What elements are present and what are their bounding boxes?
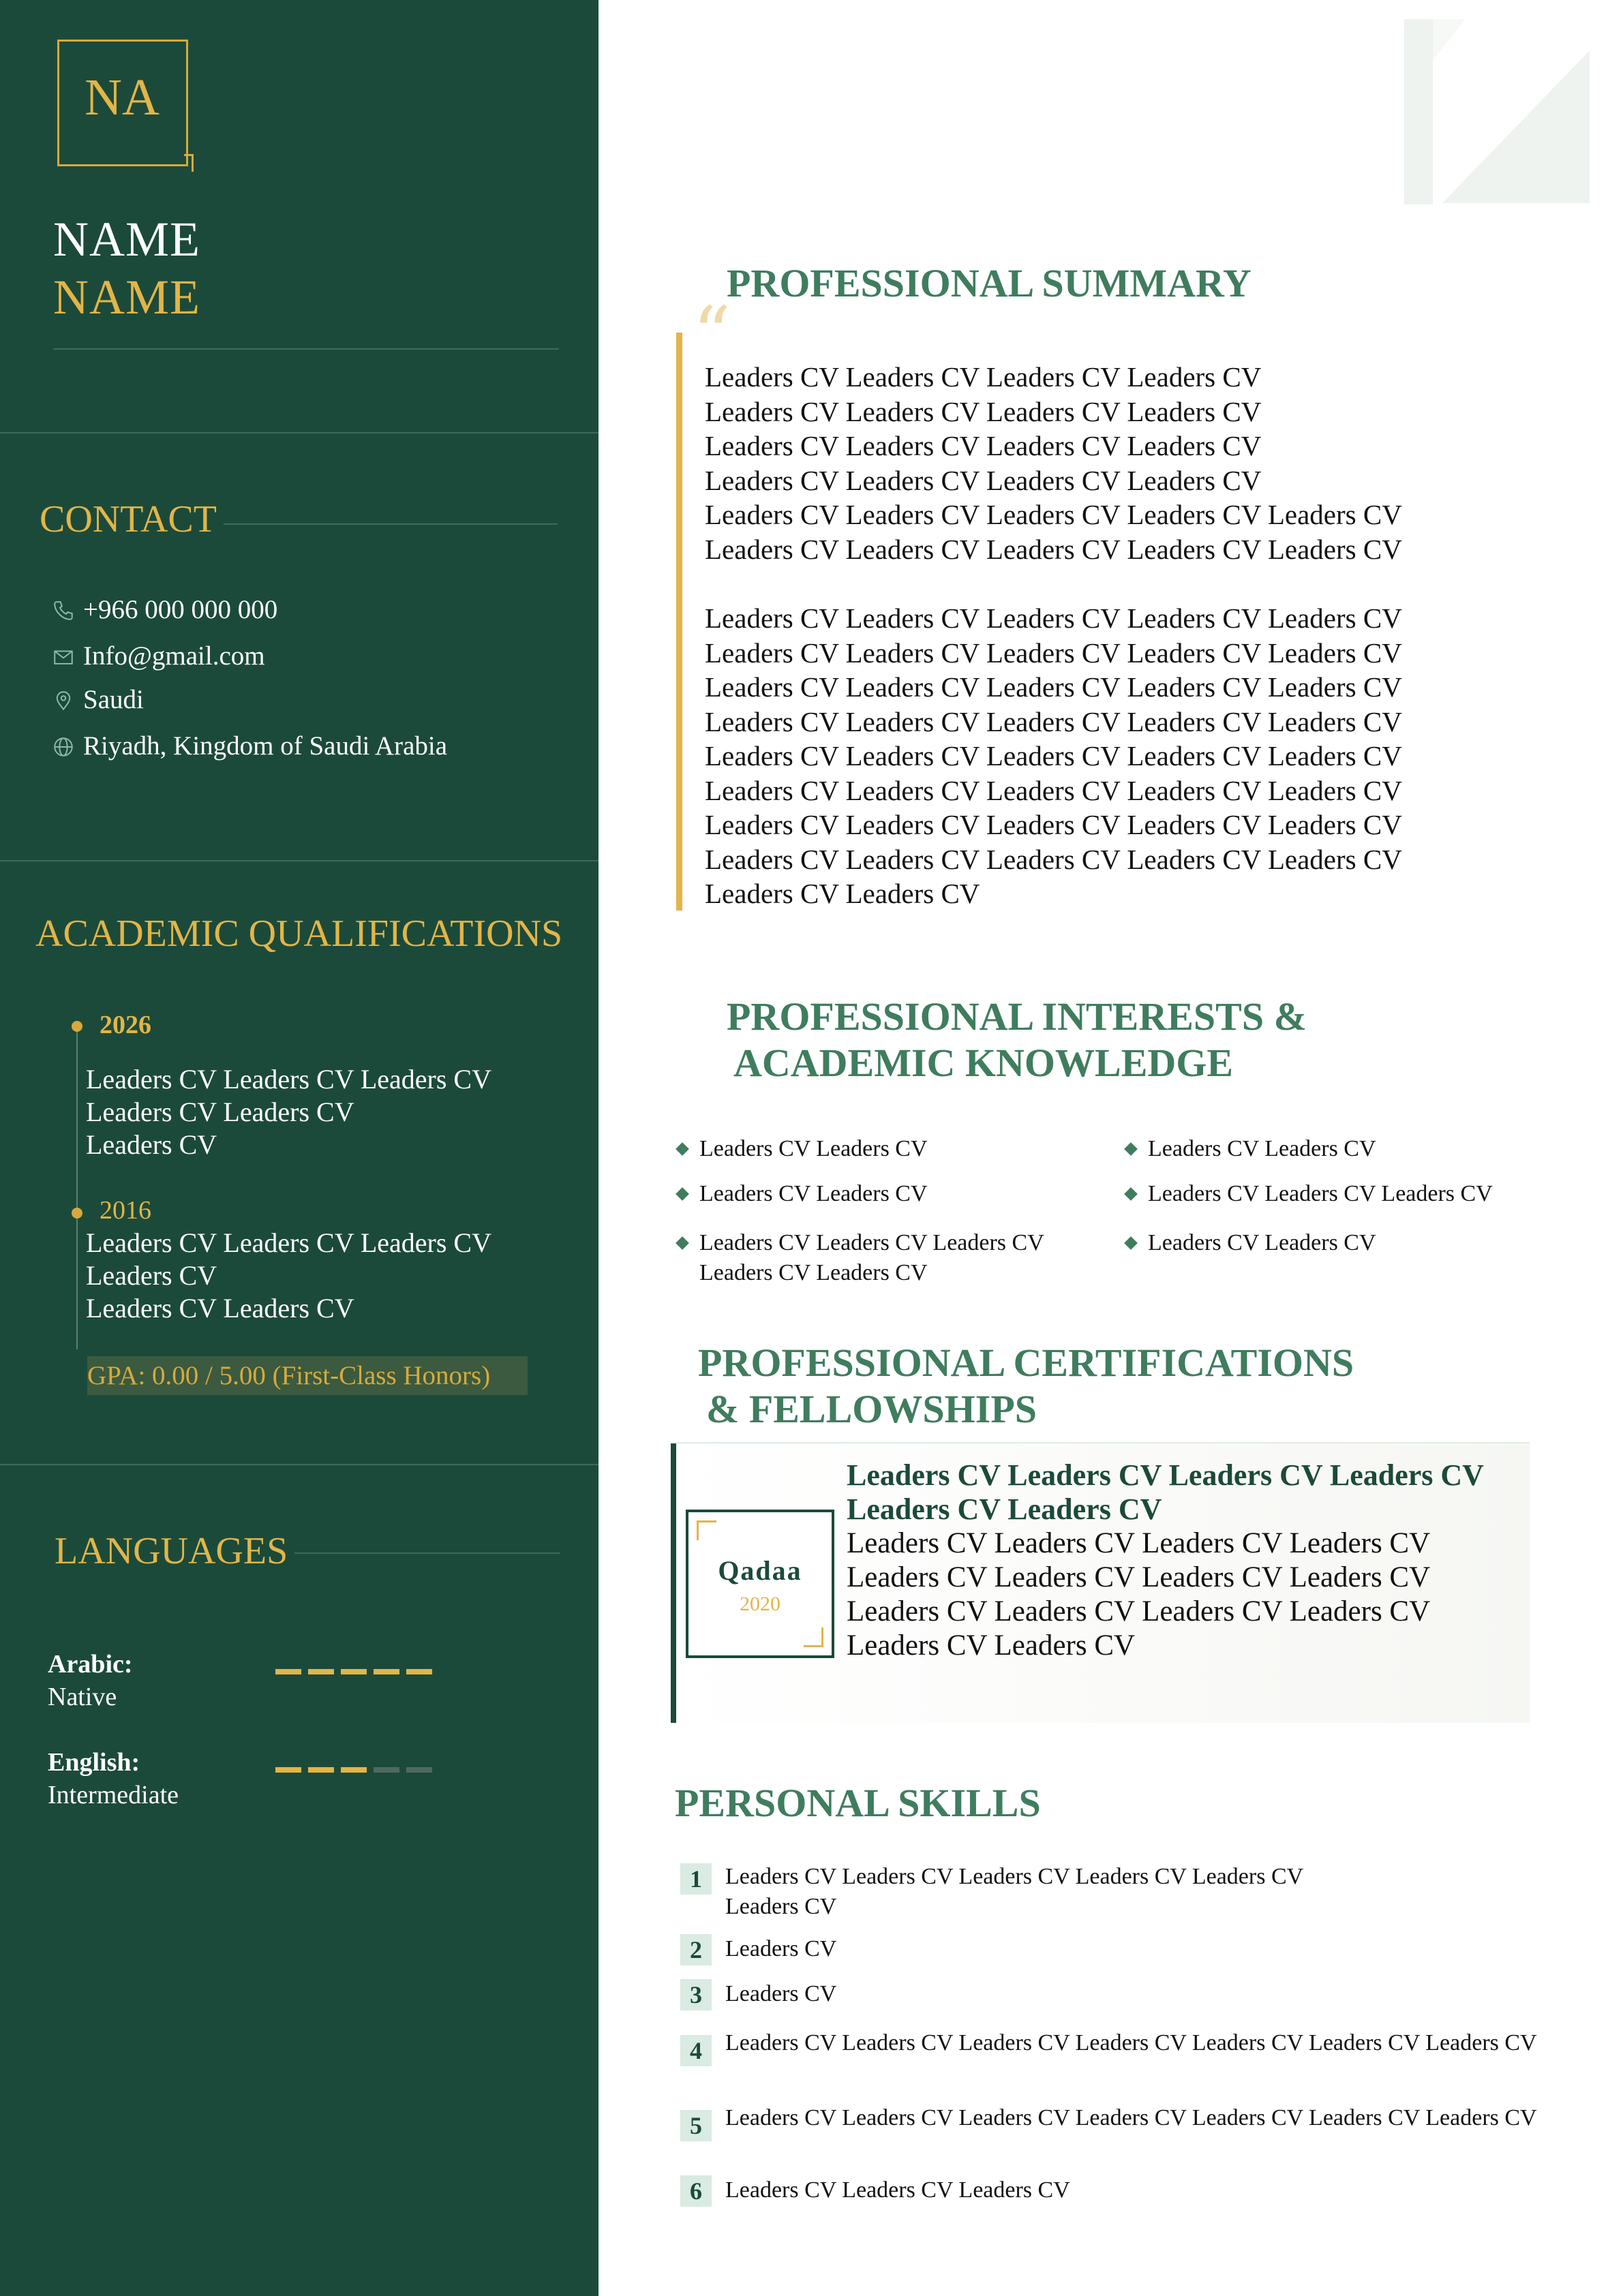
address-text: Riyadh, Kingdom of Saudi Arabia bbox=[83, 731, 448, 761]
skill-item bbox=[680, 1862, 1339, 1922]
academic-title: ACADEMIC QUALIFICATIONS bbox=[35, 913, 563, 955]
summary-line: Leaders CV Leaders CV Leaders CV Leaders CV Leaders CV bbox=[705, 809, 1402, 840]
monogram-corner bbox=[192, 154, 194, 172]
certifications-title: PROFESSIONAL CERTIFICATIONS bbox=[698, 1341, 1354, 1385]
languages-title: LANGUAGES bbox=[55, 1530, 288, 1572]
skill-number: 5 bbox=[680, 2110, 712, 2141]
language-level-dash bbox=[374, 1669, 399, 1674]
academic-line: Leaders CV bbox=[86, 1260, 217, 1291]
skill-text: Leaders CV Leaders CV Leaders CV bbox=[725, 2177, 1070, 2203]
academic-line: Leaders CV Leaders CV Leaders CV bbox=[86, 1064, 491, 1095]
summary-line: Leaders CV Leaders CV bbox=[705, 878, 980, 909]
skill-item bbox=[680, 2103, 1605, 2141]
timeline-dot bbox=[72, 1021, 82, 1032]
academic-entry bbox=[86, 1227, 491, 1325]
quote-icon: “ bbox=[693, 290, 731, 378]
certification-title: Leaders CV Leaders CV Leaders CV Leaders CV Leaders CV Leaders CV bbox=[847, 1458, 1484, 1526]
academic-year: 2016 bbox=[100, 1196, 151, 1225]
summary-line: Leaders CV Leaders CV Leaders CV Leaders CV Leaders CV bbox=[705, 705, 1402, 737]
interest-item: Leaders CV Leaders CV bbox=[1126, 1134, 1376, 1164]
contact-title: CONTACT bbox=[40, 498, 217, 540]
summary-paragraph bbox=[705, 601, 1502, 911]
summary-line: Leaders CV Leaders CV Leaders CV Leaders CV bbox=[705, 361, 1262, 393]
academic-line: Leaders CV Leaders CV Leaders CV bbox=[86, 1227, 491, 1258]
language-level-dash bbox=[406, 1767, 432, 1773]
diamond-bullet-icon bbox=[1124, 1142, 1138, 1156]
language-level-dash bbox=[308, 1669, 334, 1674]
gpa-badge: GPA: 0.00 / 5.00 (First-Class Honors) bbox=[87, 1356, 528, 1395]
timeline-dot bbox=[72, 1208, 82, 1219]
skill-text: Leaders CV bbox=[725, 1981, 837, 2006]
academic-year: 2026 bbox=[100, 1011, 151, 1039]
language-name: Arabic: bbox=[48, 1650, 133, 1679]
certification-body: Leaders CV Leaders CV Leaders CV Leaders CV Leaders CV Leaders CV Leaders CV Leaders CV Leaders CV Leaders CV Leaders CV Leaders CV Leaders CV Leaders CV bbox=[847, 1527, 1430, 1662]
language-level-dash bbox=[308, 1767, 334, 1773]
last-name: NAME bbox=[53, 270, 200, 324]
timeline-line bbox=[76, 1213, 78, 1349]
skill-text: Leaders CV Leaders CV Leaders CV Leaders CV Leaders CV Leaders CV Leaders CV bbox=[725, 2105, 1537, 2130]
diamond-bullet-icon bbox=[676, 1142, 689, 1156]
certification-accent-bar bbox=[671, 1443, 676, 1723]
skill-number: 6 bbox=[680, 2175, 712, 2207]
summary-line: Leaders CV Leaders CV Leaders CV Leaders CV Leaders CV bbox=[705, 602, 1402, 634]
interests-title: ACADEMIC KNOWLEDGE bbox=[733, 1041, 1234, 1085]
interest-item: Leaders CV Leaders CV Leaders CV bbox=[1126, 1179, 1493, 1209]
language-level-dash bbox=[341, 1669, 367, 1674]
badge-corner bbox=[804, 1627, 823, 1647]
country-text: Saudi bbox=[83, 685, 144, 714]
skills-title: PERSONAL SKILLS bbox=[675, 1781, 1041, 1825]
email-text: Info@gmail.com bbox=[83, 641, 265, 671]
divider bbox=[0, 860, 598, 861]
divider bbox=[0, 432, 598, 433]
decorative-shape bbox=[1404, 19, 1595, 204]
interest-item: Leaders CV Leaders CV bbox=[1126, 1228, 1376, 1258]
summary-title: PROFESSIONAL SUMMARY bbox=[727, 261, 1252, 305]
certifications-title: & FELLOWSHIPS bbox=[706, 1387, 1037, 1431]
diamond-bullet-icon bbox=[1124, 1187, 1138, 1201]
globe-icon bbox=[52, 735, 75, 758]
summary-line: Leaders CV Leaders CV Leaders CV Leaders CV Leaders CV bbox=[705, 740, 1402, 771]
skill-text: Leaders CV bbox=[725, 1936, 837, 1961]
language-level-dash bbox=[275, 1767, 301, 1773]
divider bbox=[0, 1464, 598, 1465]
phone-text: +966 000 000 000 bbox=[83, 595, 278, 624]
summary-line: Leaders CV Leaders CV Leaders CV Leaders CV bbox=[705, 464, 1262, 496]
language-level-dash bbox=[374, 1767, 399, 1773]
skill-number: 3 bbox=[680, 1979, 712, 2010]
interests-title: PROFESSIONAL INTERESTS & bbox=[727, 994, 1307, 1039]
diamond-bullet-icon bbox=[676, 1236, 689, 1250]
phone-icon bbox=[52, 598, 75, 622]
language-level-dash bbox=[341, 1767, 367, 1773]
academic-line: Leaders CV Leaders CV bbox=[86, 1097, 354, 1127]
summary-line: Leaders CV Leaders CV Leaders CV Leaders CV Leaders CV bbox=[705, 774, 1402, 806]
language-level-dash bbox=[275, 1669, 301, 1674]
language-level-dash bbox=[406, 1669, 432, 1674]
summary-line: Leaders CV Leaders CV Leaders CV Leaders CV bbox=[705, 395, 1262, 427]
location-pin-icon bbox=[52, 688, 75, 711]
language-level: Native bbox=[48, 1683, 117, 1711]
skill-item bbox=[680, 2028, 1605, 2066]
badge-name: Qadaa bbox=[718, 1555, 802, 1586]
divider bbox=[53, 348, 559, 350]
summary-line: Leaders CV Leaders CV Leaders CV Leaders CV Leaders CV bbox=[705, 637, 1402, 669]
skill-number: 2 bbox=[680, 1934, 712, 1965]
language-level: Intermediate bbox=[48, 1781, 179, 1809]
first-name: NAME bbox=[53, 212, 200, 266]
academic-line: Leaders CV Leaders CV bbox=[86, 1293, 354, 1323]
diamond-bullet-icon bbox=[1124, 1236, 1138, 1250]
monogram: NA bbox=[85, 69, 160, 126]
summary-line: Leaders CV Leaders CV Leaders CV Leaders CV Leaders CV bbox=[705, 499, 1402, 530]
skill-item bbox=[680, 1934, 1611, 1965]
interest-item: Leaders CV Leaders CV bbox=[678, 1134, 928, 1164]
skill-text: Leaders CV Leaders CV Leaders CV Leaders CV Leaders CV Leaders CV bbox=[725, 1864, 1303, 1919]
summary-line: Leaders CV Leaders CV Leaders CV Leaders CV Leaders CV bbox=[705, 533, 1402, 565]
interest-item: Leaders CV Leaders CV Leaders CV Leaders CV Leaders CV bbox=[678, 1228, 1087, 1288]
contact-address bbox=[52, 731, 447, 761]
academic-line: Leaders CV bbox=[86, 1129, 217, 1160]
language-meter bbox=[275, 1666, 439, 1678]
diamond-bullet-icon bbox=[676, 1187, 689, 1201]
skill-item bbox=[680, 2175, 1611, 2207]
divider bbox=[294, 1552, 560, 1554]
summary-line: Leaders CV Leaders CV Leaders CV Leaders CV Leaders CV bbox=[705, 843, 1402, 875]
skill-text: Leaders CV Leaders CV Leaders CV Leaders CV Leaders CV Leaders CV Leaders CV bbox=[725, 2030, 1537, 2055]
divider bbox=[224, 523, 558, 525]
academic-entry bbox=[86, 1063, 491, 1161]
badge-year: 2020 bbox=[740, 1593, 780, 1615]
skill-number: 1 bbox=[680, 1863, 712, 1895]
skill-item bbox=[680, 1979, 1611, 2010]
contact-email[interactable] bbox=[52, 641, 265, 671]
mail-icon bbox=[52, 645, 75, 668]
interest-item: Leaders CV Leaders CV bbox=[678, 1179, 928, 1209]
quote-bar bbox=[676, 333, 682, 910]
summary-paragraph bbox=[705, 360, 1502, 566]
badge-corner bbox=[697, 1520, 716, 1540]
language-name: English: bbox=[48, 1748, 140, 1777]
summary-line: Leaders CV Leaders CV Leaders CV Leaders CV Leaders CV bbox=[705, 671, 1402, 703]
skill-number: 4 bbox=[680, 2035, 712, 2066]
contact-country bbox=[52, 684, 144, 715]
summary-line: Leaders CV Leaders CV Leaders CV Leaders CV bbox=[705, 430, 1262, 461]
certification-badge bbox=[686, 1510, 834, 1658]
contact-phone[interactable] bbox=[52, 594, 277, 625]
language-meter bbox=[275, 1764, 439, 1776]
